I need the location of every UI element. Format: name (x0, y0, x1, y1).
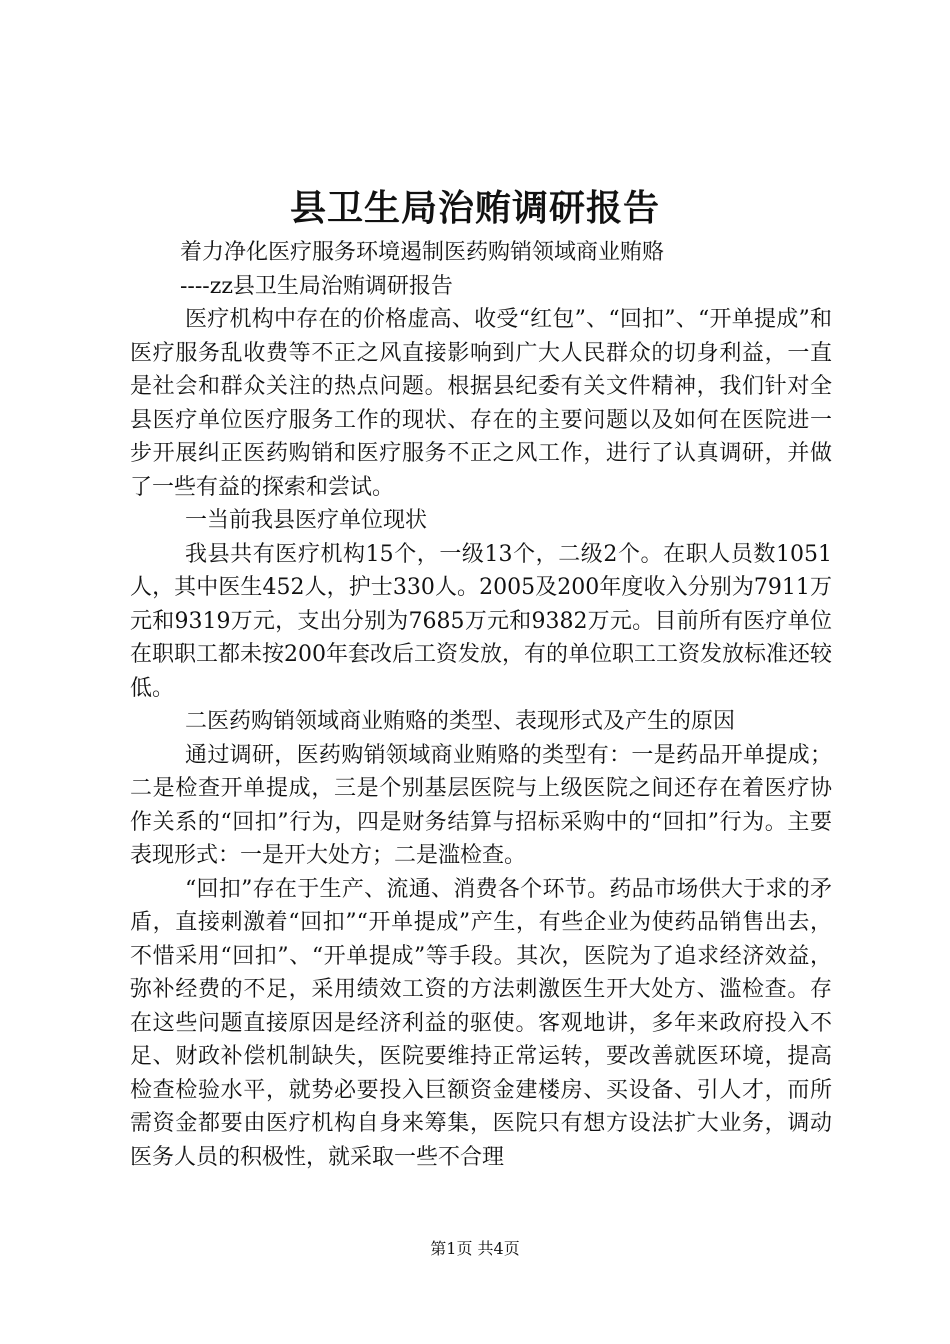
document-body (130, 236, 832, 1174)
section-heading-1: 一当前我县医疗单位现状 (185, 508, 428, 533)
paragraph-causes: “回扣”存在于生产、流通、消费各个环节。药品市场供大于求的矛盾，直接刺激着“回扣”“开单提成”产生，有些企业为使药品销售出去，不惜采用“回扣”、“开单提成”等手段。其次，医院为了追求经济效益，弥补经费的不足，采用绩效工资的方法刺激医生开大处方、滥检查。存在这些问题直接原因是经济利益的驱使。客观地讲，多年来政府投入不足、财政补偿机制缺失，医院要维持正常运转，要改善就医环境，提高检查检验水平，就势必要投入巨额资金建楼房、买设备、引人才，而所需资金都要由医疗机构自身来筹集，医院只有想方设法扩大业务，调动医务人员的积极性，就采取一些不合理 (130, 876, 832, 1170)
section-heading-2: 二医药购销领域商业贿赂的类型、表现形式及产生的原因 (185, 709, 736, 734)
paragraph-types: 通过调研，医药购销领域商业贿赂的类型有：一是药品开单提成；二是检查开单提成，三是个别基层医院与上级医院之间还存在着医疗协作关系的“回扣”行为，四是财务结算与招标采购中的“回扣”行为。主要表现形式：一是开大处方；二是滥检查。 (130, 742, 832, 868)
subtitle-line-2: ----zz县卫生局治贿调研报告 (180, 273, 453, 299)
page-footer: 第1页 共4页 (430, 1239, 520, 1258)
subtitle-line-1: 着力净化医疗服务环境遏制医药购销领域商业贿赂 (180, 240, 665, 265)
paragraph-intro: 医疗机构中存在的价格虚高、收受“红包”、“回扣”、“开单提成”和医疗服务乱收费等不正之风直接影响到广大人民群众的切身利益，一直是社会和群众关注的热点问题。根据县纪委有关文件精神，我们针对全县医疗单位医疗服务工作的现状、存在的主要问题以及如何在医院进一步开展纠正医药购销和医疗服务不正之风工作，进行了认真调研，并做了一些有益的探索和尝试。 (130, 307, 832, 500)
document-title: 县卫生局治贿调研报告 (289, 187, 660, 229)
paragraph-status: 我县共有医疗机构15个，一级13个，二级2个。在职人员数1051人，其中医生452人，护士330人。2005及200年度收入分别为7911万元和9319万元，支出分别为7685万元和9382万元。目前所有医疗单位在职职工都未按200年套改后工资发放，有的单位职工工资发放标准还较低。 (130, 541, 832, 701)
